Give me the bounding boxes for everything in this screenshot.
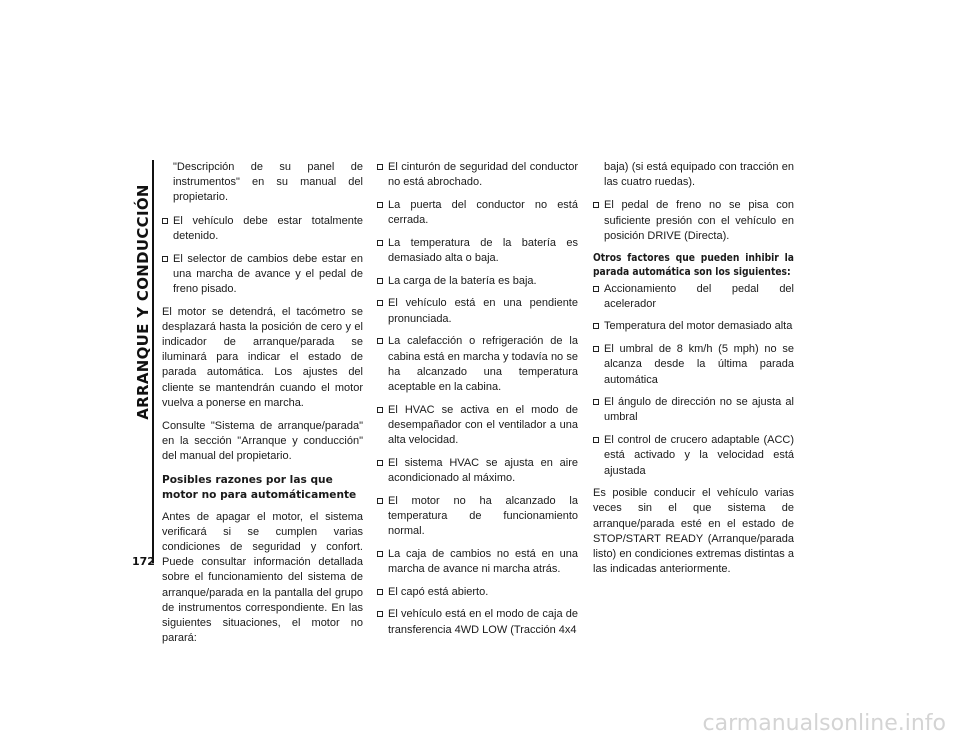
- checkbox-bullet-icon: [377, 278, 383, 284]
- checkbox-list-item: [377, 296, 578, 326]
- checkbox-list-item: [377, 403, 578, 449]
- vertical-divider: [152, 160, 154, 563]
- checkbox-bullet-icon: [377, 407, 383, 413]
- checkbox-list-item: [377, 236, 578, 266]
- checkbox-bullet-icon: [593, 437, 599, 443]
- list-item-text: El sistema HVAC se ajusta en aire acondicionado al máximo.: [388, 456, 578, 484]
- checkbox-list-item: [377, 274, 578, 289]
- list-item-text: La temperatura de la batería es demasiado alta o baja.: [388, 236, 578, 265]
- checkbox-list-item: [593, 342, 794, 388]
- section-heading: Posibles razones por las que motor no para automáticamente: [162, 473, 357, 501]
- checkbox-list-item: [593, 319, 794, 334]
- list-item-text: La carga de la batería es baja.: [388, 274, 537, 287]
- list-item-text: El vehículo está en el modo de caja de transferencia 4WD LOW (Tracción 4x4: [388, 608, 578, 636]
- list-item-text: El umbral de 8 km/h (5 mph) no se alcanza desde la última parada automática: [604, 343, 794, 386]
- checkbox-list-item: [377, 494, 578, 540]
- text-column-1: [162, 160, 363, 654]
- watermark: carmanualsonline.info: [702, 711, 946, 736]
- list-item-text: El motor no ha alcanzado la temperatura de funcionamiento normal.: [388, 494, 578, 538]
- checkbox-bullet-icon: [377, 498, 383, 504]
- checkbox-bullet-icon: [593, 323, 599, 329]
- checkbox-list-item: [593, 395, 794, 425]
- checkbox-list-item: [377, 607, 578, 637]
- continued-text: baja) (si está equipado con tracción en las cuatro ruedas).: [604, 161, 794, 189]
- text-column-3: [593, 160, 794, 585]
- section-title-text: ARRANQUE Y CONDUCCIÓN: [134, 184, 152, 420]
- list-item-text: La calefacción o refrigeración de la cabina está en marcha y todavía no se ha alcanzado una temperatura aceptable en la cabina.: [388, 335, 578, 393]
- page-number: 172: [132, 555, 155, 568]
- body-paragraph: Es posible conducir el vehículo varias veces sin el que sistema de arranque/parada esté en el estado de STOP/START READY (Arranque/parada listo) en condiciones extremas distintas a las indicadas anteriormente.: [593, 487, 794, 576]
- checkbox-bullet-icon: [377, 589, 383, 595]
- checkbox-bullet-icon: [377, 338, 383, 344]
- checkbox-bullet-icon: [162, 218, 168, 224]
- list-item-text: El HVAC se activa en el modo de desempañador con el ventilador a una alta velocidad.: [388, 403, 578, 447]
- body-paragraph: Consulte "Sistema de arranque/parada" en la sección "Arranque y conducción" del manual del propietario.: [162, 420, 363, 463]
- checkbox-bullet-icon: [377, 164, 383, 170]
- list-item-text: El vehículo está en una pendiente pronunciada.: [388, 297, 578, 325]
- list-item-text: Accionamiento del pedal del acelerador: [604, 282, 794, 310]
- body-paragraph: Antes de apagar el motor, el sistema verificará si se cumplen varias condiciones de seguridad y confort. Puede consultar información detallada sobre el funcionamiento del sistema de arranque/parada en la pantalla del grupo de instrumentos correspondiente. En las siguientes situaciones, el motor no parará:: [162, 510, 363, 645]
- checkbox-list-item: [593, 282, 794, 312]
- checkbox-bullet-icon: [377, 202, 383, 208]
- checkbox-bullet-icon: [377, 300, 383, 306]
- checkbox-bullet-icon: [162, 256, 168, 262]
- list-item-text: Temperatura del motor demasiado alta: [604, 320, 793, 333]
- checkbox-list-item: [377, 334, 578, 395]
- checkbox-list-item: [162, 252, 363, 298]
- list-item-text: La puerta del conductor no está cerrada.: [388, 198, 578, 227]
- checkbox-bullet-icon: [593, 346, 599, 352]
- checkbox-bullet-icon: [377, 611, 383, 617]
- list-item-text: La caja de cambios no está en una marcha de avance ni marcha atrás.: [388, 547, 578, 575]
- text-column-2: [377, 160, 578, 645]
- list-item-text: El ángulo de dirección no se ajusta al umbral: [604, 396, 794, 424]
- checkbox-bullet-icon: [593, 399, 599, 405]
- checkbox-list-item: [377, 547, 578, 577]
- continued-text: "Descripción de su panel de instrumentos" en su manual del propietario.: [173, 161, 363, 204]
- list-item-text: El selector de cambios debe estar en una marcha de avance y el pedal de freno pisado.: [173, 252, 363, 295]
- list-item-text: El capó está abierto.: [388, 585, 489, 598]
- list-item-text: El pedal de freno no se pisa con suficiente presión con el vehículo en posición DRIVE (Directa).: [604, 199, 794, 242]
- checkbox-list-item: [377, 456, 578, 486]
- checkbox-list-item: [377, 160, 578, 190]
- checkbox-bullet-icon: [593, 286, 599, 292]
- checkbox-bullet-icon: [377, 460, 383, 466]
- list-item-text: El control de crucero adaptable (ACC) está activado y la velocidad está ajustada: [604, 434, 794, 477]
- body-paragraph: El motor se detendrá, el tacómetro se desplazará hasta la posición de cero y el indicador de arranque/parada se iluminará para indicar el estado de parada automática. Los ajustes del cliente se mantendrán cuando el motor vuelva a ponerse en marcha.: [162, 305, 363, 409]
- checkbox-list-item: [593, 198, 794, 244]
- list-item-text: El cinturón de seguridad del conductor no está abrochado.: [388, 161, 578, 189]
- list-item-text: El vehículo debe estar totalmente detenido.: [173, 214, 363, 242]
- bold-heading: Otros factores que pueden inhibir la parada automática son los siguientes:: [593, 252, 794, 278]
- checkbox-list-item: [377, 198, 578, 228]
- checkbox-bullet-icon: [593, 202, 599, 208]
- checkbox-list-item: [162, 214, 363, 244]
- checkbox-list-item: [593, 433, 794, 479]
- checkbox-bullet-icon: [377, 551, 383, 557]
- checkbox-list-item: [377, 585, 578, 600]
- checkbox-bullet-icon: [377, 240, 383, 246]
